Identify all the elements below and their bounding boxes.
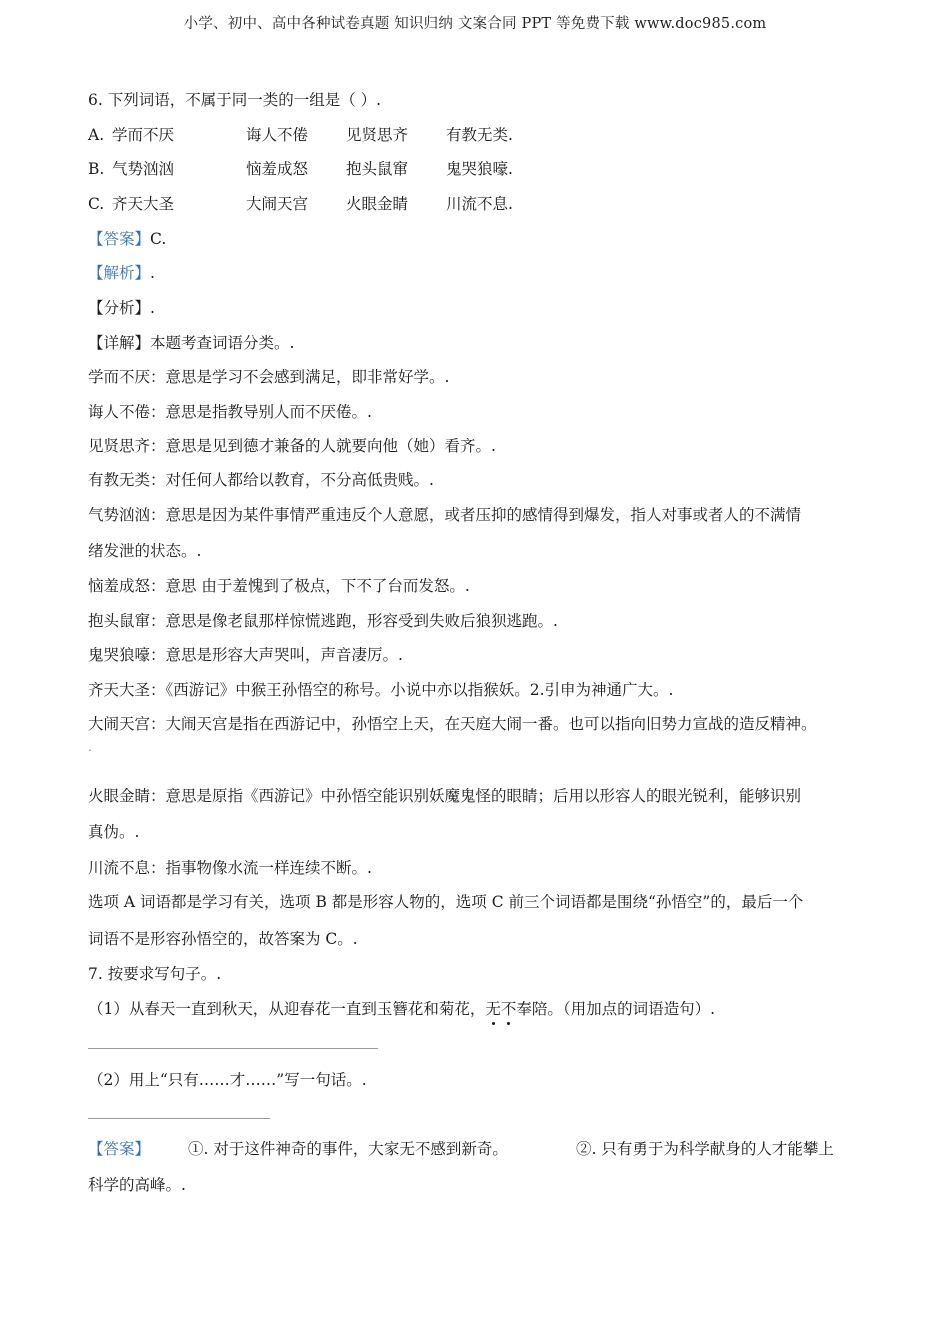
option-word: 见贤思齐	[346, 126, 409, 144]
q7-answer-cont: 科学的高峰。.	[88, 1176, 186, 1194]
explanation-line: 学而不厌：意思是学习不会感到满足，即非常好学。.	[88, 368, 450, 386]
continuation-mark: .	[88, 740, 92, 754]
answer-tag: 【答案】	[88, 1140, 151, 1158]
explanation-line: 火眼金睛：意思是原指《西游记》中孙悟空能识别妖魔鬼怪的眼睛；后用以形容人的眼光锐利，能够识别	[88, 787, 802, 805]
answer-value: C.	[150, 230, 167, 248]
q7-answer	[88, 1139, 150, 1159]
option-letter: C.	[88, 195, 105, 213]
q7-answer-2: ②. 只有勇于为科学献身的人才能攀上	[576, 1140, 834, 1158]
q6-fenxi: 【分析】.	[88, 299, 155, 317]
answer-blank-2[interactable]	[88, 1118, 270, 1119]
option-word: 抱头鼠窜	[346, 160, 409, 178]
option-word: 大闹天宫	[246, 195, 309, 213]
explanation-line: 川流不息：指事物像水流一样连续不断。.	[88, 859, 372, 877]
emphasis-dot-char: 无	[485, 1000, 501, 1018]
explanation-line: 有教无类：对任何人都给以教育，不分高低贵贱。.	[88, 471, 434, 489]
option-word: 鬼哭狼嚎.	[446, 160, 513, 178]
explanation-line: 绪发泄的状态。.	[88, 542, 202, 560]
explanation-line: 齐天大圣：《西游记》中猴王孙悟空的称号。小说中亦以指猴妖。2.引申为神通广大。.	[88, 681, 674, 699]
q6-detail: 【详解】本题考查词语分类。.	[88, 334, 295, 352]
option-word: 齐天大圣	[112, 195, 175, 213]
explanation-line: 见贤思齐：意思是见到德才兼备的人就要向他（她）看齐。.	[88, 437, 496, 455]
option-word: 有教无类.	[446, 126, 513, 144]
analysis-tag: 【解析】	[88, 264, 151, 282]
option-word: 气势汹汹	[112, 160, 175, 178]
option-letter: A.	[88, 126, 105, 144]
option-word: 诲人不倦	[246, 126, 309, 144]
analysis-mark: .	[150, 264, 155, 282]
option-word: 川流不息.	[446, 195, 513, 213]
explanation-line: 词语不是形容孙悟空的，故答案为 C。.	[88, 930, 358, 948]
option-word: 恼羞成怒	[246, 160, 309, 178]
q7-sub2: （2）用上“只有……才……”写一句话。.	[88, 1071, 367, 1089]
explanation-line: 诲人不倦：意思是指教导别人而不厌倦。.	[88, 403, 372, 421]
explanation-line: 大闹天宫：大闹天宫是指在西游记中，孙悟空上天，在天庭大闹一番。也可以指向旧势力宣战的造反精神。	[88, 715, 817, 733]
answer-tag: 【答案】	[88, 230, 151, 248]
q7-answer-1: ①. 对于这件神奇的事件，大家无不感到新奇。	[188, 1140, 508, 1158]
q7-sub1	[88, 999, 715, 1019]
option-word: 火眼金睛	[346, 195, 409, 213]
page-header: 小学、初中、高中各种试卷真题 知识归纳 文案合同 PPT 等免费下载 www.doc985.com	[183, 16, 767, 32]
sub1-text-pre: （1）从春天一直到秋天，从迎春花一直到玉簪花和菊花，	[88, 1000, 486, 1018]
option-letter: B.	[88, 160, 105, 178]
explanation-line: 抱头鼠窜：意思是像老鼠那样惊慌逃跑，形容受到失败后狼狈逃跑。.	[88, 612, 558, 630]
option-word: 学而不厌	[112, 126, 175, 144]
sub1-text-post: 奉陪。（用加点的词语造句）.	[516, 1000, 716, 1018]
explanation-line: 选项 A 词语都是学习有关，选项 B 都是形容人物的，选项 C 前三个词语都是围绕“孙悟空”的，最后一个	[88, 893, 804, 911]
explanation-line: 鬼哭狼嚎：意思是形容大声哭叫，声音凄厉。.	[88, 646, 403, 664]
q6-analysis	[88, 263, 155, 283]
emphasis-dot-char: 不	[500, 1000, 517, 1018]
explanation-line: 气势汹汹：意思是因为某件事情严重违反个人意愿，或者压抑的感情得到爆发，指人对事或者人的不满情	[88, 506, 802, 524]
q7-stem: 7. 按要求写句子。.	[88, 965, 222, 983]
q6-stem: 6. 下列词语，不属于同一类的一组是（ ）.	[88, 91, 382, 109]
answer-blank-1[interactable]	[88, 1048, 378, 1049]
explanation-line: 真伪。.	[88, 823, 140, 841]
q6-answer	[88, 229, 166, 249]
explanation-line: 恼羞成怒：意思 由于羞愧到了极点，下不了台而发怒。.	[88, 577, 470, 595]
